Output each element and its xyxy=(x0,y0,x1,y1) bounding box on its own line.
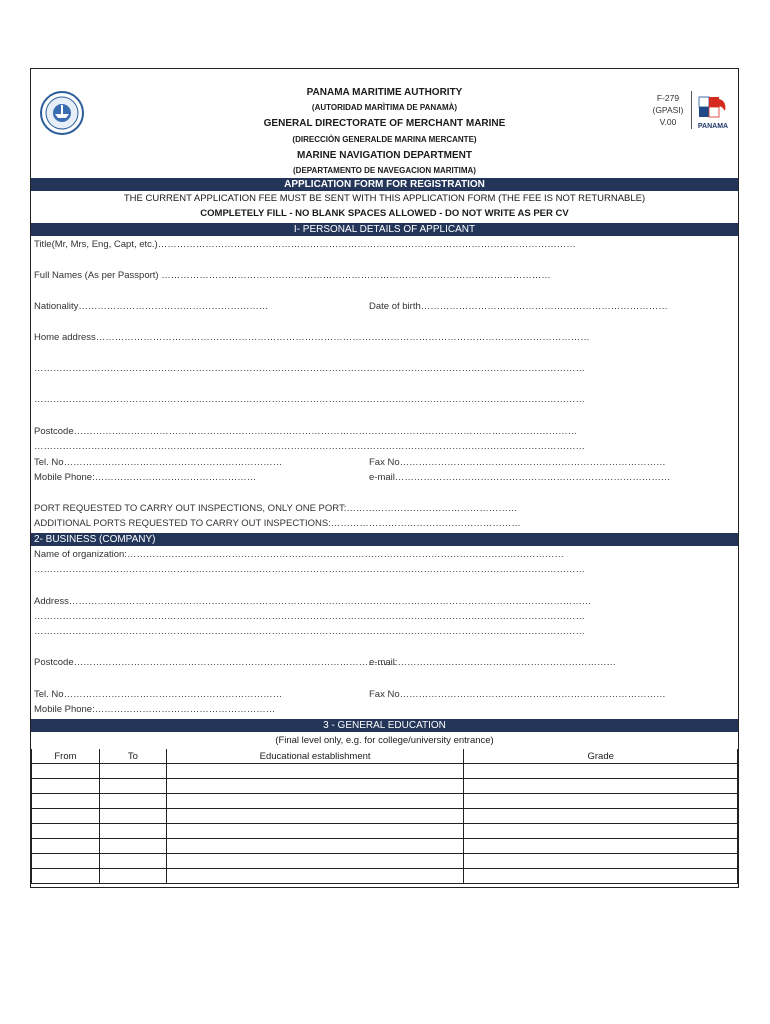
directorate-title-es: (DIRECCIÒN GENERALDE MARINA MERCANTE) xyxy=(292,135,477,144)
table-cell[interactable] xyxy=(464,869,738,884)
fax-field[interactable]: Fax No………………………………………………………………………… xyxy=(369,457,666,468)
fill-notice: COMPLETELY FILL - NO BLANK SPACES ALLOWED - DO NOT WRITE AS PER CV xyxy=(200,208,569,219)
column-header-to: To xyxy=(99,749,166,764)
date-of-birth-field[interactable]: Date of birth…………………………………………………………………… xyxy=(369,301,668,312)
table-cell[interactable] xyxy=(99,839,166,854)
business-tel-field[interactable]: Tel. No…………………………………………………………… xyxy=(34,689,283,700)
table-cell[interactable] xyxy=(99,824,166,839)
home-address-line2[interactable]: ………………………………………………………………………………………………………………………………………………………… xyxy=(34,363,585,374)
table-cell[interactable] xyxy=(166,869,464,884)
table-cell[interactable] xyxy=(32,764,100,779)
business-postcode-field[interactable]: Postcode………………………………………………………………………………………… xyxy=(34,657,397,668)
home-address-line3[interactable]: ………………………………………………………………………………………………………………………………………………………… xyxy=(34,394,585,405)
table-row xyxy=(32,854,738,869)
section-personal-heading: I- PERSONAL DETAILS OF APPLICANT xyxy=(31,223,738,236)
business-address-line2[interactable]: ………………………………………………………………………………………………………………………………………………………… xyxy=(34,611,585,622)
table-cell[interactable] xyxy=(464,854,738,869)
table-cell[interactable] xyxy=(464,779,738,794)
table-cell[interactable] xyxy=(464,794,738,809)
application-form xyxy=(30,68,739,888)
tel-field[interactable]: Tel. No…………………………………………………………… xyxy=(34,457,283,468)
business-address-line3[interactable]: ………………………………………………………………………………………………………………………………………………………… xyxy=(34,626,585,637)
form-code-number: F-279 xyxy=(656,93,680,103)
authority-title: PANAMA MARITIME AUTHORITY xyxy=(306,87,463,98)
mobile-field[interactable]: Mobile Phone:…………………………………………… xyxy=(34,472,257,483)
department-title: MARINE NAVIGATION DEPARTMENT xyxy=(297,150,472,161)
business-email-field[interactable]: e-mail:…………………………………………………………… xyxy=(369,657,617,668)
business-mobile-field[interactable]: Mobile Phone:………………………………………………… xyxy=(34,704,276,715)
fee-notice: THE CURRENT APPLICATION FEE MUST BE SENT WITH THIS APPLICATION FORM (THE FEE IS NOT RETURNABLE) xyxy=(123,193,646,204)
column-header-establishment: Educational establishment xyxy=(166,749,464,764)
table-cell[interactable] xyxy=(32,779,100,794)
table-cell[interactable] xyxy=(166,794,464,809)
table-cell[interactable] xyxy=(464,839,738,854)
authority-title-es: (AUTORIDAD MARÌTIMA DE PANAMÀ) xyxy=(311,103,458,112)
form-code-version: V.00 xyxy=(659,117,677,127)
department-title-es: (DEPARTAMENTO DE NAVEGACION MARITIMA) xyxy=(293,166,476,175)
business-address-field[interactable]: Address………………………………………………………………………………………………………………………………………………… xyxy=(34,596,592,607)
table-cell[interactable] xyxy=(166,809,464,824)
table-cell[interactable] xyxy=(99,854,166,869)
business-fax-field[interactable]: Fax No………………………………………………………………………… xyxy=(369,689,666,700)
organization-line2[interactable]: ………………………………………………………………………………………………………………………………………………………… xyxy=(34,564,585,575)
table-row xyxy=(32,779,738,794)
table-cell[interactable] xyxy=(166,854,464,869)
table-row xyxy=(32,869,738,884)
table-cell[interactable] xyxy=(464,764,738,779)
nationality-field[interactable]: Nationality…………………………………………………… xyxy=(34,301,269,312)
directorate-title: GENERAL DIRECTORATE OF MERCHANT MARINE xyxy=(263,118,506,129)
education-subheading: (Final level only, e.g. for college/university entrance) xyxy=(275,735,494,746)
table-cell[interactable] xyxy=(166,824,464,839)
table-cell[interactable] xyxy=(32,839,100,854)
table-cell[interactable] xyxy=(464,809,738,824)
column-header-from: From xyxy=(32,749,100,764)
table-cell[interactable] xyxy=(99,809,166,824)
table-row xyxy=(32,824,738,839)
section-education-heading: 3 - GENERAL EDUCATION xyxy=(31,719,738,732)
port-field[interactable]: PORT REQUESTED TO CARRY OUT INSPECTIONS, ONLY ONE PORT:……………………………………………… xyxy=(34,503,518,514)
table-cell[interactable] xyxy=(166,779,464,794)
postcode-line2[interactable]: ………………………………………………………………………………………………………………………………………………………… xyxy=(34,441,585,452)
table-cell[interactable] xyxy=(166,839,464,854)
table-cell[interactable] xyxy=(32,824,100,839)
table-row xyxy=(32,839,738,854)
table-cell[interactable] xyxy=(99,869,166,884)
right-logo-text: PANAMA xyxy=(697,123,729,130)
table-cell[interactable] xyxy=(99,794,166,809)
section-business-heading: 2- BUSINESS (COMPANY) xyxy=(31,533,738,546)
table-row xyxy=(32,794,738,809)
email-field[interactable]: e-mail…………………………………………………………………………… xyxy=(369,472,671,483)
column-header-grade: Grade xyxy=(464,749,738,764)
table-cell[interactable] xyxy=(32,854,100,869)
table-cell[interactable] xyxy=(99,779,166,794)
additional-ports-field[interactable]: ADDITIONAL PORTS REQUESTED TO CARRY OUT INSPECTIONS:…………………………………………………… xyxy=(34,518,521,529)
table-cell[interactable] xyxy=(464,824,738,839)
education-table xyxy=(31,749,738,884)
title-field[interactable]: Title(Mr, Mrs, Eng, Capt, etc.)…………………………………………………………………………………………………………………… xyxy=(34,239,576,250)
table-cell[interactable] xyxy=(32,794,100,809)
table-cell[interactable] xyxy=(32,869,100,884)
organization-field[interactable]: Name of organization:………………………………………………………………………………………………………………………… xyxy=(34,549,564,560)
form-code-dept: (GPASI) xyxy=(652,105,684,115)
full-names-field[interactable]: Full Names (As per Passport) …………………………………………………………………………………………………………… xyxy=(34,270,551,281)
table-cell[interactable] xyxy=(99,764,166,779)
table-row xyxy=(32,764,738,779)
table-cell[interactable] xyxy=(32,809,100,824)
form-title: APPLICATION FORM FOR REGISTRATION xyxy=(31,178,738,191)
table-cell[interactable] xyxy=(166,764,464,779)
postcode-field[interactable]: Postcode…………………………………………………………………………………………………………………………………………… xyxy=(34,426,578,437)
home-address-field[interactable]: Home address………………………………………………………………………………………………………………………………………… xyxy=(34,332,590,343)
table-row xyxy=(32,809,738,824)
